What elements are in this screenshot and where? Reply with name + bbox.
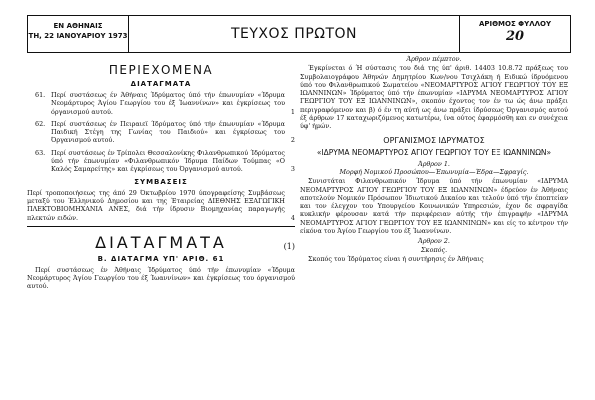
entry-text: Περί συστάσεως έν Άθήναις Ίδρύματος ύπό τήν έπωνυμίαν «Ίδρυμα Νεομάρτυρος Άγίου Γεωργίου του έξ Ίωαννίνων» και έγκρίσεως του όργανισμού αυτού. bbox=[51, 91, 285, 116]
purpose-heading: Σκοπός. bbox=[420, 245, 448, 254]
entry-text: Περί συστάσεως έν Τρίπολει Θεσσαλονίκης Φιλανθρωπικού Ίδρύματος ύπό τήν έπωνυμίαν «Φιλανθρωπικόν Ίδρυμα Παίδων Τούμπας «Ο Καλός Σαμαρείτης» και έγκρίσεως του Όργανισμού αυτού. bbox=[51, 148, 285, 174]
gazette-header bbox=[27, 15, 571, 53]
legal-form-line: Μορφή Νομικού Προσώπου—Έπωνυμία—Έδρα—Σφραγίς. bbox=[339, 167, 529, 176]
decree-title-text: Περί συστάσεως έν Άθήναις Ίδρύματος ύπό τήν έπωνυμίαν «Ίδρυμα Νεομάρτυρος Άγίου Γεωργίου του έξ Ίωαννίνων» και έγκρίσεως του όργανισμού αυτού. bbox=[27, 265, 295, 291]
decrees-title: ΔΙΑΤΑΓΜΑΤΑ bbox=[95, 232, 227, 252]
organization-heading: ΟΡΓΑΝΙΣΜΟΣ ΙΔΡΥΜΑΤΟΣ bbox=[383, 135, 485, 145]
entry-number: 61. bbox=[35, 91, 46, 99]
left-column bbox=[27, 55, 295, 292]
entry-page: 3 bbox=[290, 165, 295, 174]
issue-date-box bbox=[28, 16, 129, 52]
section-divider bbox=[27, 226, 295, 227]
entry-page: 2 bbox=[290, 136, 295, 145]
contracts-page: 4 bbox=[290, 213, 295, 222]
approval-paragraph: Έγκρίνεται ό Ή σύστασις του διά της ύπ' άριθ. 14403 10.8.72 πράξεως του Συμβολαιογράφου Άθηνών Δημητρίου Κων/νου Τσιχλάκη ή Ειδικώ ίδρυόμενου ύπό του Φιλανθρωπικού Σωματείου «ΝΕΟΜΑΡΤΥΡΟΣ ΑΓΙΟΥ ΓΕΩΡΓΙΟΥ ΤΟΥ ΕΞ ΙΩΑΝΝΙΝΩΝ» Ίδρύματος ύπό τήν έπωνυμίαν «ΙΔΡΥΜΑ ΝΕΟΜΑΡΤΥΡΟΣ ΑΓΙΟΥ ΓΕΩΡΓΙΟΥ ΤΟΥ ΕΞ ΙΩΑΝΝΙΝΩΝ», σκοπόν έχοντος τον έν τω ώς άνω πράξει περιγραφόμενον και β) ό έν τη αύτή ως άνω πράξει ίδρύσεως Όργανισμός αυτού έξ άρθρων 17 καταχωριζόμενος κατωτέρω, ίνα ούτος έφαρμόσθη και εν συνέχεια ύφ' ήμών. bbox=[300, 64, 568, 131]
sheet-number: 20 bbox=[505, 29, 525, 44]
entry-page: 1 bbox=[290, 107, 295, 116]
contracts-entry bbox=[27, 189, 295, 222]
decrees-subheading: ΔΙΑΤΑΓΜΑΤΑ bbox=[130, 80, 192, 88]
contents-heading: ΠΕΡΙΕΧΟΜΕΝΑ bbox=[108, 63, 214, 77]
entry-number: 62. bbox=[35, 119, 46, 128]
article-heading: Άρθρον πέμπτον. bbox=[406, 55, 462, 63]
sheet-number-label: ΑΡΙΘΜΟΣ ΦΥΛΛΟΥ bbox=[478, 20, 552, 28]
issue-title: ΤΕΥΧΟΣ ΠΡΩΤΟΝ bbox=[129, 16, 460, 52]
contracts-subheading: ΣΥΜΒΑΣΕΙΣ bbox=[134, 177, 188, 186]
footnote-mark: (1) bbox=[283, 241, 295, 251]
contents-entry bbox=[27, 91, 295, 116]
contents-entry bbox=[27, 120, 295, 145]
article-2-heading: Άρθρον 2. bbox=[418, 237, 450, 246]
contracts-text: Περί τροποποιήσεως της άπό 29 Όκτωβρίου 1970 ύπογραφείσης Συμβάσεως μεταξύ του Έλληνικού Δημοσίου και της Έταιρείας ΔΙΕΘΝΗΣ ΕΞΑΓΩΓΙΚΗ ΠΛΕΚΤΟΒΙΟΜΗΧΑΝΙΑ ΑΝΕΣ, διά τήν ίδρυσιν Βιομηχανίας παραγωγής πλεκτών ειδών. bbox=[27, 188, 285, 222]
article-1-heading: Άρθρον 1. bbox=[418, 159, 450, 168]
purpose-paragraph: Σκοπός του Ίδρύματος είναι ή συντήρησις έν Άθήναις bbox=[308, 254, 484, 263]
sheet-number-box bbox=[460, 16, 570, 52]
issue-place: ΕΝ ΑΘΗΝΑΙΣ bbox=[53, 22, 103, 30]
entry-text: Περί συστάσεως έν Πειραιεϊ Ίδρύματος ύπό τήν έπωνυμίαν «Ίδρυμα Παιδική Στέγη της Γωνίας του Παιδιού» και έγκρίσεως του Όργανισμού αυτού. bbox=[51, 119, 285, 145]
decree-number-heading: Β. ΔΙΑΤΑΓΜΑ ΥΠ' ΑΡΙΘ. 61 bbox=[97, 254, 225, 263]
organization-name: «ΙΔΡΥΜΑ ΝΕΟΜΑΡΤΥΡΟΣ ΑΓΙΟΥ ΓΕΩΡΓΙΟΥ ΤΟΥ ΕΞ ΙΩΑΝΝΙΝΩΝ» bbox=[316, 147, 552, 157]
issue-date: ΤΗ, 22 ΙΑΝΟΥΑΡΙΟΥ 1973 bbox=[28, 32, 128, 40]
right-column bbox=[300, 55, 568, 264]
decrees-main-heading bbox=[27, 233, 295, 253]
establishment-paragraph: Συνιστάται Φιλανθρωπικόν Ίδρυμα ύπό τήν έπωνυμίαν «ΙΔΡΥΜΑ ΝΕΟΜΑΡΤΥΡΟΣ ΑΓΙΟΥ ΓΕΩΡΓΙΟΥ ΤΟΥ ΕΞ ΙΩΑΝΝΙΝΩΝ» έδρεύον έν Άθήναις αποτελούν Νομικόν Πρόσωπον Ίδιωτικού Δικαίου και τελούν ύπό τήν έποπτείαν και τον έλεγχον του Υπουργείου Κοινωνικών Υπηρεσιών, έχον δε σφραγίδα κυκλικήν φέρουσαν κατά τήν περιφέρειαν αύτής τήν έπιγραφήν «ΙΔΡΥΜΑ ΝΕΟΜΑΡΤΥΡΟΣ ΑΓΙΟΥ ΓΕΩΡΓΙΟΥ ΤΟΥ ΕΞ ΙΩΑΝΝΙΝΩΝ» και είς το κέντρον τήν είκόνα του Άγίου Γεωργίου του έξ Ίωαννίνων. bbox=[300, 177, 568, 236]
contents-entry bbox=[27, 149, 295, 174]
entry-number: 63. bbox=[35, 148, 46, 157]
